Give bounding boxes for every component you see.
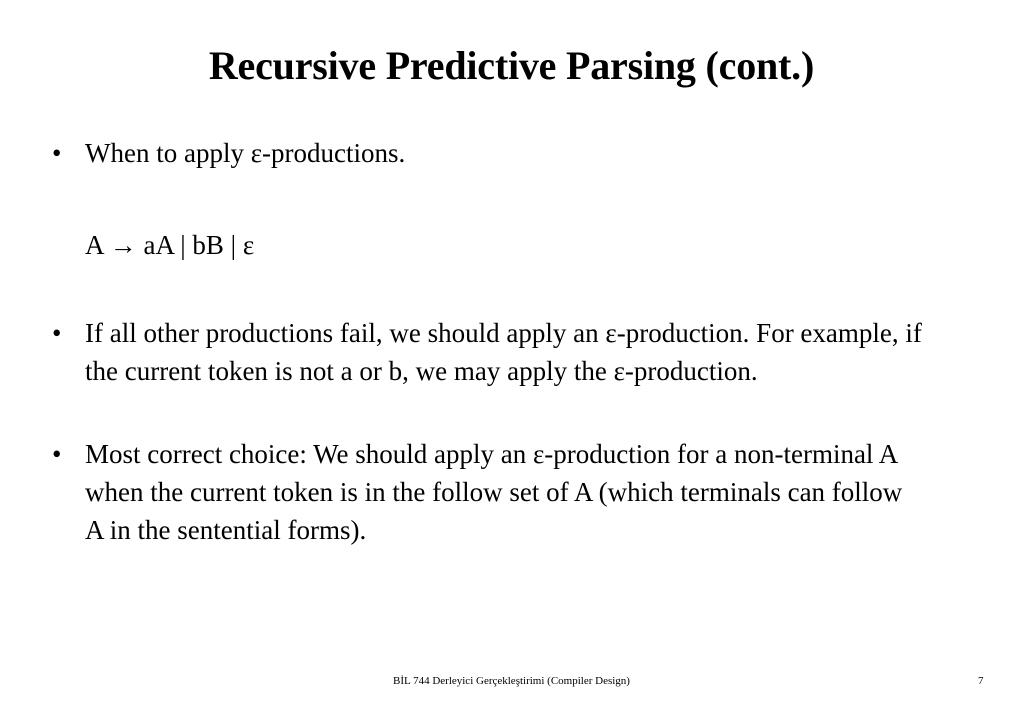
bullet-text: When to apply ε-productions. [85,138,406,168]
production-rule: A → aA | bB | ε [85,230,255,260]
bullet-point-icon: • [52,138,62,168]
bullet-point-icon: • [52,318,62,348]
bullet-text: If all other productions fail, we should apply an ε-production. For example, if the current token is not a or b, we may apply the ε-production. [85,318,922,386]
slide-title: Recursive Predictive Parsing (cont.) [208,43,815,88]
page-number: 7 [978,675,984,687]
bullet-text: Most correct choice: We should apply an ε-production for a non-terminal A when the current token is in the follow set of A (which terminals can follow A in the sentential forms). [85,439,903,545]
footer-course-text: BİL 744 Derleyici Gerçekleştirimi (Compiler Design) [393,675,630,687]
bullet-point-icon: • [52,439,62,469]
